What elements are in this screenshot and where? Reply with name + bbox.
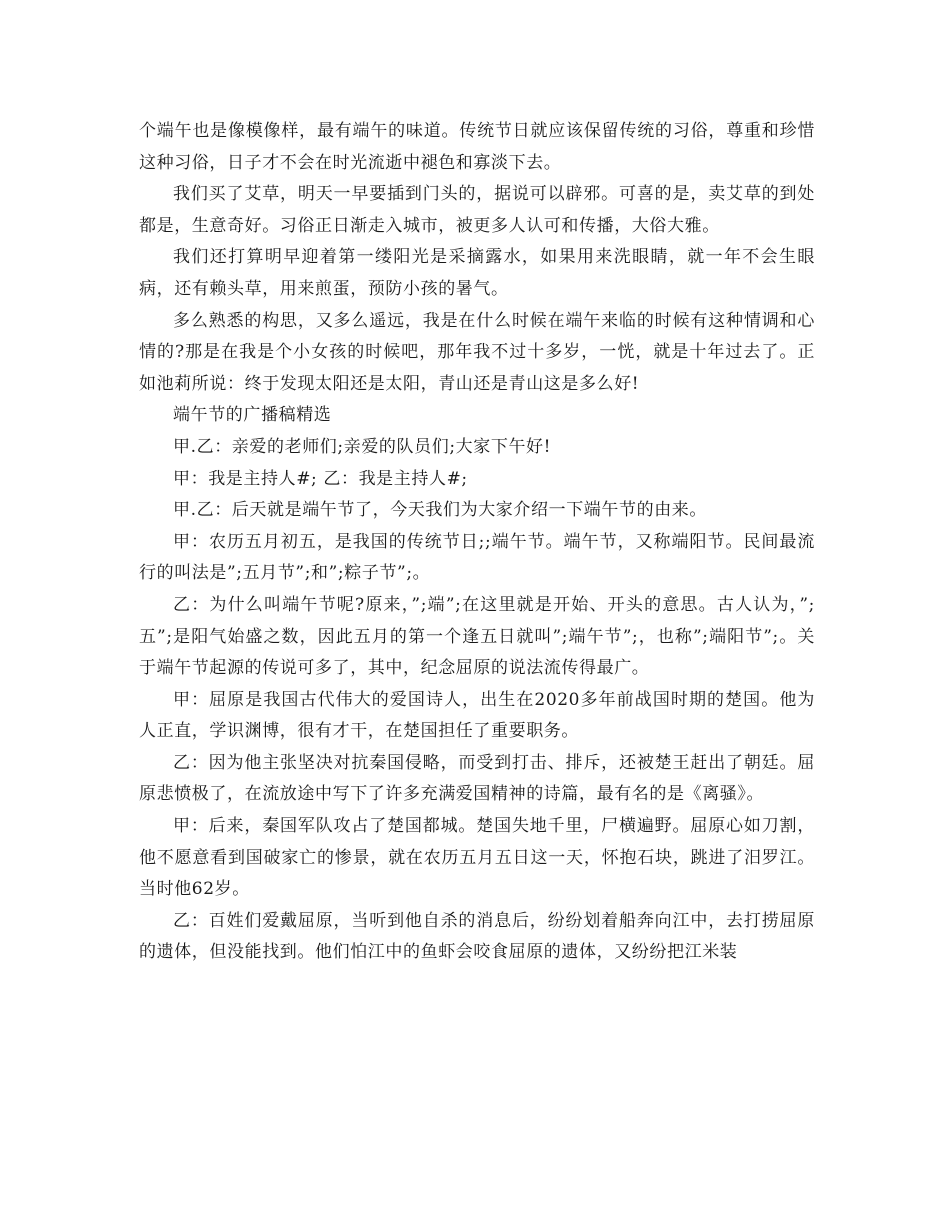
- paragraph-14: 乙：百姓们爱戴屈原，当听到他自杀的消息后，纷纷划着船奔向江中，去打捞屈原的遗体，但没能找到。他们怕江中的鱼虾会咬食屈原的遗体，又纷纷把江米装: [139, 910, 815, 963]
- paragraph-8: 甲.乙：后天就是端午节了，今天我们为大家介绍一下端午节的由来。: [173, 500, 708, 521]
- paragraph-3: 我们还打算明早迎着第一缕阳光是采摘露水，如果用来洗眼睛，就一年不会生眼病，还有赖头草，用来煎蛋，预防小孩的暑气。: [139, 247, 815, 299]
- paragraph-11: 甲：屈原是我国古代伟大的爱国诗人，出生在2020多年前战国时期的楚国。他为人正直，学识渊博，很有才干，在楚国担任了重要职务。: [139, 689, 815, 742]
- document-body: [139, 116, 815, 969]
- paragraph-7: 甲：我是主持人#; 乙：我是主持人#;: [173, 468, 468, 489]
- paragraph-2: 我们买了艾草，明天一早要插到门头的，据说可以辟邪。可喜的是，卖艾草的到处都是，生意奇好。习俗正日渐走入城市，被更多人认可和传播，大俗大雅。: [139, 184, 815, 236]
- paragraph-6: 甲.乙：亲爱的老师们;亲爱的队员们;大家下午好!: [173, 436, 552, 457]
- paragraph-12: 乙：因为他主张坚决对抗秦国侵略，而受到打击、排斥，还被楚王赶出了朝廷。屈原悲愤极了，在流放途中写下了许多充满爱国精神的诗篇，最有名的是《离骚》。: [139, 752, 815, 805]
- section-heading: 端午节的广播稿精选: [173, 405, 332, 426]
- paragraph-13: 甲：后来，秦国军队攻占了楚国都城。楚国失地千里，尸横遍野。屈原心如刀割，他不愿意看到国破家亡的惨景，就在农历五月五日这一天，怀抱石块，跳进了汨罗江。当时他62岁。: [139, 816, 815, 900]
- paragraph-9: 甲：农历五月初五，是我国的传统节日;;端午节。端午节，又称端阳节。民间最流行的叫法是”;五月节”;和”;粽子节”;。: [139, 531, 815, 584]
- paragraph-4: 多么熟悉的构思，又多么遥远，我是在什么时候在端午来临的时候有这种情调和心情的?那是在我是个小女孩的时候吧，那年我不过十多岁，一恍，就是十年过去了。正如池莉所说：终于发现太阳还是太阳，青山还是青山这是多么好!: [139, 310, 815, 394]
- paragraph-1: 个端午也是像模像样，最有端午的味道。传统节日就应该保留传统的习俗，尊重和珍惜这种习俗，日子才不会在时光流逝中褪色和寡淡下去。: [139, 121, 815, 173]
- paragraph-10: 乙：为什么叫端午节呢?原来，”;端”;在这里就是开始、开头的意思。古人认为，”;五”;是阳气始盛之数，因此五月的第一个逢五日就叫”;端午节”;，也称”;端阳节”;。关于端午节起源的传说可多了，其中，纪念屈原的说法流传得最广。: [139, 594, 815, 679]
